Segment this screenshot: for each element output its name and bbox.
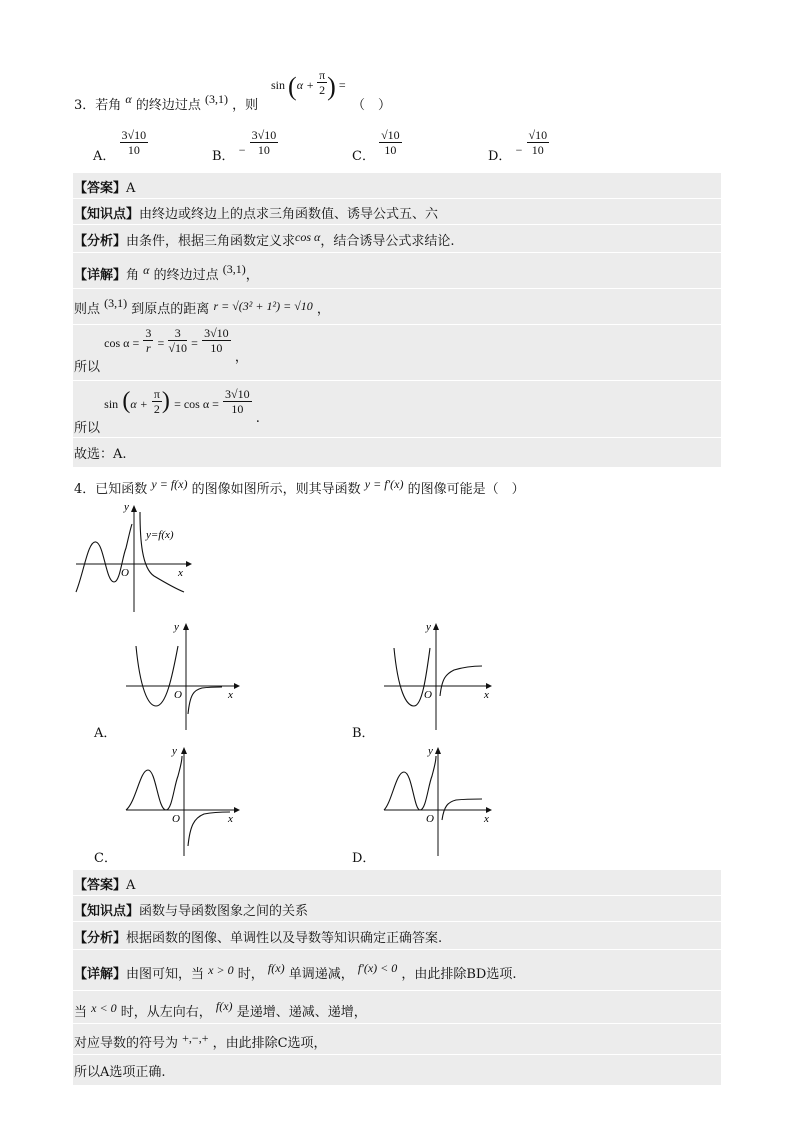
option-a-graph[interactable] [122, 618, 242, 734]
detail-text: 时，从左向右， [120, 1005, 212, 1020]
denominator: r [146, 341, 151, 355]
cos-alpha: cos α [295, 230, 321, 244]
q3-answer-row [74, 177, 135, 196]
analysis-text-2: ，结合诱导公式求结论. [320, 234, 455, 249]
divider [73, 949, 721, 950]
denominator: 10 [231, 402, 244, 416]
fraction-3-over-sqrt10 [168, 326, 187, 355]
denominator: 10 [384, 143, 397, 157]
main-graph [74, 500, 194, 616]
q3-option-b[interactable] [212, 128, 278, 164]
fraction-3sqrt10-over-10 [202, 326, 231, 355]
equals: = [338, 78, 346, 92]
x-label: x [484, 813, 489, 825]
pi-over-2 [317, 68, 327, 97]
q4-stem [74, 478, 525, 497]
divider [73, 990, 721, 991]
divider [73, 252, 721, 253]
knowledge-text: 由终边或终边上的点求三角函数值、诱导公式五、六 [139, 207, 439, 222]
y-axis-arrow [131, 505, 137, 512]
q3-option-c[interactable] [352, 128, 402, 164]
divider [73, 1023, 721, 1024]
detail-text: 是递增、递减、递增， [236, 1005, 367, 1020]
q4-detail-row-2 [74, 1001, 367, 1020]
divider [73, 1054, 721, 1055]
comma: ， [234, 350, 248, 365]
q3-choose: 故选：A. [74, 447, 127, 462]
denominator: 10 [531, 143, 544, 157]
numerator: √10 [528, 128, 548, 142]
numerator: 3√10 [121, 128, 147, 142]
q4-knowledge-row [74, 900, 308, 919]
option-letter: D． [488, 149, 512, 164]
cos-lhs: cos α = [104, 336, 140, 350]
origin-label: O [174, 689, 182, 701]
x-label: x [484, 689, 489, 701]
detail-text: 到原点的距离 [131, 302, 210, 317]
q3-detail-row-1 [74, 264, 259, 283]
curve-left [126, 756, 182, 810]
q3-stem-text: 3．若角 [74, 98, 122, 113]
sin-rhs: = cos α = [174, 397, 219, 411]
detail-text: 的终边过点 [153, 268, 219, 283]
answer-label: 【答案】 [74, 878, 127, 893]
curve-left [136, 646, 178, 706]
q3-analysis-row [74, 230, 454, 249]
answer-value: A [126, 878, 136, 893]
q3-detail-row-2 [74, 298, 330, 317]
q3-stem-text-2: 的终边过点 [135, 98, 201, 113]
numerator: 3√10 [225, 387, 250, 401]
numerator: 3√10 [251, 128, 277, 142]
fraction-3-over-r [143, 326, 153, 355]
denominator: √10 [168, 341, 188, 355]
detail-text: ，由此排除C选项， [212, 1036, 327, 1051]
origin-label: O [172, 813, 180, 825]
divider [73, 288, 721, 289]
curve-right [188, 812, 230, 846]
option-d-graph[interactable] [380, 742, 500, 860]
detail-text: 时， [237, 967, 264, 982]
q3-detail-row-4: 所以 sin (α + $\frac{\pi}{2}$ ) = cos α = $\frac{3√10}{10}$ . [74, 387, 260, 436]
fraction-3sqrt10-over-10 [223, 387, 252, 416]
q4-stem-text-2: 的图像如图所示，则其导函数 [191, 482, 361, 497]
option-d-label[interactable]: D． [352, 851, 376, 866]
q4-analysis-row [74, 927, 442, 946]
option-letter: A． [93, 149, 116, 164]
y-axis-arrow [433, 623, 439, 630]
q4-answer-row [74, 874, 135, 893]
x-label: x [228, 813, 233, 825]
detail-text: 单调递减， [288, 967, 354, 982]
y-label: y [174, 621, 179, 633]
curve-right [140, 512, 184, 592]
x-axis-arrow [234, 807, 240, 813]
origin-label: O [121, 567, 129, 579]
divider [73, 921, 721, 922]
x-label: x [178, 567, 183, 579]
q3-stem-text-3: ，则 [232, 98, 259, 113]
y-label: y [428, 745, 433, 757]
so-text: 所以 [74, 421, 101, 436]
detail-text: 由图可知，当 [126, 967, 205, 982]
detail-text: 当 [74, 1005, 88, 1020]
answer-label: 【答案】 [74, 181, 127, 196]
y-label: y [124, 501, 129, 513]
option-fraction [379, 128, 402, 157]
q3-detail-row-3: 所以 cos α = $\frac{3}{r}$ = $\frac{3}{√10}$ = $\frac{3√10}{10}$ ， [74, 326, 248, 375]
analysis-label: 【分析】 [74, 931, 127, 946]
pi: π [153, 387, 160, 401]
detail-text: 角 [126, 268, 140, 283]
option-c-label[interactable]: C． [94, 851, 117, 866]
y-label: y [172, 745, 177, 757]
detail-text: 则点 [74, 302, 101, 317]
fx-label: y=f(x) [146, 529, 174, 541]
detail-text: 对应导数的符号为 [74, 1036, 179, 1051]
denominator: 10 [210, 341, 223, 355]
comma: ， [245, 268, 259, 283]
y-axis-arrow [435, 747, 441, 754]
origin-label: O [424, 689, 432, 701]
condition: x < 0 [91, 1001, 117, 1015]
answer-value: A [126, 181, 136, 196]
option-letter: C． [352, 149, 375, 164]
analysis-label: 【分析】 [74, 234, 127, 249]
curve-right [188, 687, 222, 714]
sin-lhs: sin [104, 397, 119, 411]
option-fraction [120, 128, 149, 157]
numerator: 3√10 [204, 326, 229, 340]
knowledge-label: 【知识点】 [74, 904, 140, 919]
numerator: 3 [145, 326, 152, 340]
divider [73, 895, 721, 896]
alpha-plus: α + [296, 78, 315, 92]
curve-right [440, 666, 482, 696]
pi: π [319, 67, 326, 82]
two: 2 [153, 402, 160, 416]
x-label: x [228, 689, 233, 701]
q3-expression: sin (α + $\frac{\pi}{2}$ ) = [271, 67, 346, 101]
condition: x > 0 [208, 963, 234, 977]
curve-left [384, 756, 436, 810]
q4-detail-row-1 [74, 963, 516, 982]
sin-text: sin [271, 78, 286, 92]
analysis-text: 根据函数的图像、单调性以及导数等知识确定正确答案. [126, 931, 443, 946]
y-label: y [426, 621, 431, 633]
point-coord: (3,1) [104, 296, 128, 310]
detail-text: ，由此排除BD选项. [401, 967, 517, 982]
point-coord: (3,1) [205, 92, 229, 106]
alpha-plus: α + [130, 397, 148, 411]
y-axis-arrow [183, 623, 189, 630]
denominator: 10 [257, 143, 270, 157]
f-expression: y = f(x) [151, 477, 188, 491]
q4-detail-row-3 [74, 1032, 327, 1051]
q3-stem [74, 94, 258, 113]
fprime-expression: y = f′(x) [364, 477, 404, 491]
divider [73, 224, 721, 225]
numerator: 3 [168, 326, 187, 341]
option-fraction [250, 128, 279, 157]
option-a-label[interactable]: A． [94, 726, 117, 741]
option-fraction [527, 128, 550, 157]
alpha-symbol: α [143, 263, 150, 277]
minus-sign: − [515, 143, 523, 157]
divider [73, 198, 721, 199]
q3-knowledge-row [74, 203, 438, 222]
two: 2 [319, 82, 326, 97]
x-axis-arrow [234, 683, 240, 689]
q3-option-a[interactable] [93, 128, 148, 164]
option-c-graph[interactable] [122, 742, 242, 860]
option-letter: B． [212, 149, 235, 164]
detail-label: 【详解】 [74, 268, 127, 283]
period: . [255, 411, 260, 426]
pi-over-2 [152, 387, 162, 416]
so-text: 所以 [74, 360, 101, 375]
knowledge-text: 函数与导函数图象之间的关系 [139, 904, 309, 919]
denominator: 10 [127, 143, 140, 157]
divider [73, 380, 721, 381]
divider [73, 437, 721, 438]
q4-stem-text: 4．已知函数 [74, 482, 148, 497]
answer-paren: （ ） [352, 98, 392, 113]
detail-label: 【详解】 [74, 967, 127, 982]
minus-sign: − [238, 143, 246, 157]
f-of-x: f(x) [267, 961, 285, 975]
knowledge-label: 【知识点】 [74, 207, 140, 222]
option-b-graph[interactable] [380, 618, 500, 734]
origin-label: O [426, 813, 434, 825]
option-b-label[interactable]: B． [352, 726, 375, 741]
analysis-text: 由条件，根据三角函数定义求 [126, 234, 296, 249]
x-axis-arrow [186, 561, 192, 567]
point-coord: (3,1) [222, 262, 246, 276]
numerator: √10 [381, 128, 400, 142]
alpha-symbol: α [125, 92, 132, 106]
f-of-x: f(x) [215, 999, 233, 1013]
q3-option-d[interactable] [488, 128, 549, 164]
sign-sequence: +,−,+ [182, 1031, 209, 1045]
q4-detail-row-4: 所以A选项正确. [74, 1065, 166, 1080]
fprime-lt-0: f′(x) < 0 [357, 961, 398, 975]
curve-left [76, 524, 132, 592]
comma: ， [316, 302, 330, 317]
y-axis-arrow [181, 747, 187, 754]
q4-stem-text-3: 的图像可能是（ ） [407, 482, 525, 497]
distance-formula: r = √(3² + 1²) = √10 [213, 299, 313, 313]
divider [73, 324, 721, 325]
